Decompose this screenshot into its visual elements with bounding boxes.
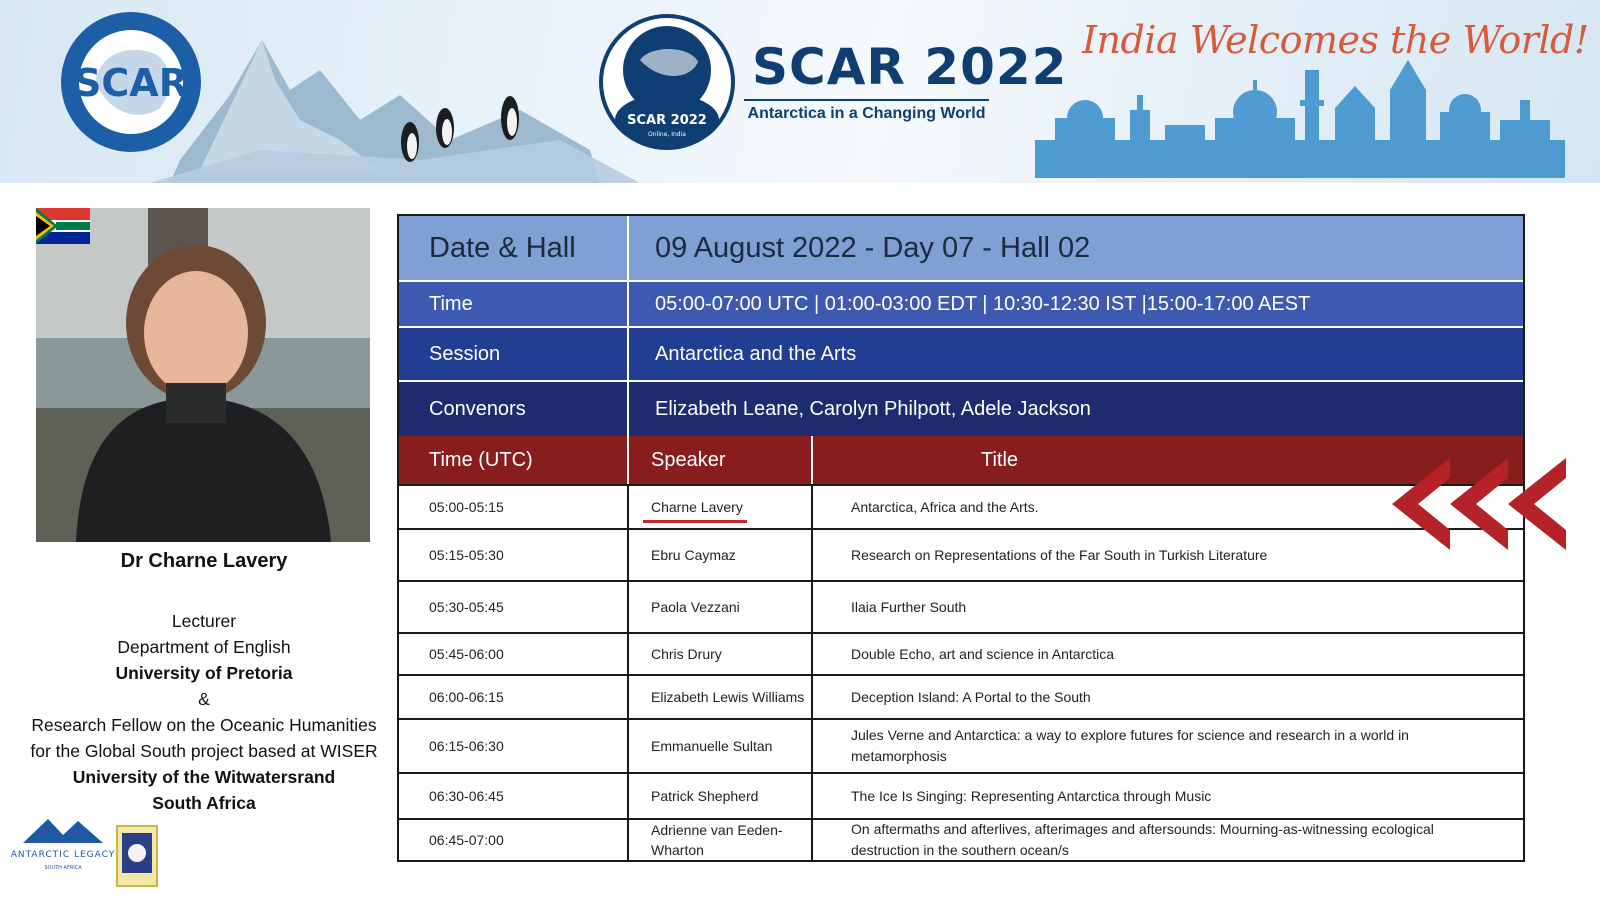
column-header-title: Title: [981, 448, 1019, 471]
row-speaker-name: Charne Lavery: [651, 499, 743, 515]
column-header-time: Time (UTC): [399, 436, 629, 484]
bio-line: Lecturer: [171, 611, 237, 631]
convenors-label: Convenors: [399, 382, 629, 436]
row-speaker: [629, 774, 813, 818]
institution-shield-logo: [116, 825, 158, 887]
row-time: 05:30-05:45: [399, 582, 629, 632]
row-time: 06:00-06:15: [399, 676, 629, 718]
time-value: 05:00-07:00 UTC | 01:00-03:00 EDT | 10:30-12:30 IST |15:00-17:00 AEST: [655, 292, 1311, 315]
row-speaker-name: Adrienne van Eeden-Wharton: [651, 822, 783, 858]
row-title: Double Echo, art and science in Antarctica: [851, 645, 1115, 662]
convenors-row: [399, 380, 1523, 436]
row-title: Research on Representations of the Far South in Turkish Literature: [851, 546, 1268, 563]
row-time: 06:15-06:30: [399, 720, 629, 772]
bio-line: South Africa: [152, 793, 256, 813]
table-row: [399, 718, 1523, 772]
row-time: 06:30-06:45: [399, 774, 629, 818]
bio-line: Department of English: [117, 637, 291, 657]
row-speaker-name: Patrick Shepherd: [651, 788, 759, 804]
column-header-speaker: Speaker: [629, 436, 813, 484]
bio-line: &: [198, 689, 210, 709]
scar-council-logo: [61, 12, 201, 152]
svg-text:SOUTH AFRICA: SOUTH AFRICA: [44, 865, 82, 871]
speaker-name: Dr Charne Lavery: [120, 550, 288, 572]
conference-subtitle: Antarctica in a Changing World: [744, 99, 989, 123]
bio-line: Research Fellow on the Oceanic Humanities: [31, 715, 377, 735]
table-row: [399, 528, 1523, 580]
date-hall-value: 09 August 2022 - Day 07 - Hall 02: [655, 231, 1091, 264]
convenors-value: Elizabeth Leane, Carolyn Philpott, Adele Jackson: [655, 397, 1091, 420]
table-row: [399, 772, 1523, 818]
svg-text:SCAR 2022: SCAR 2022: [627, 113, 707, 128]
time-label: Time: [399, 282, 629, 326]
row-title: Antarctica, Africa and the Arts.: [851, 498, 1039, 515]
row-title: The Ice Is Singing: Representing Antarctica through Music: [851, 787, 1212, 804]
conference-seal-logo: [601, 16, 733, 148]
row-speaker: [629, 820, 813, 860]
row-time: 05:45-06:00: [399, 634, 629, 674]
table-row: [399, 580, 1523, 632]
row-speaker-name: Ebru Caymaz: [651, 547, 736, 563]
antarctic-legacy-logo: [10, 815, 116, 885]
time-row: [399, 280, 1523, 326]
row-speaker-name: Chris Drury: [651, 646, 722, 662]
row-speaker: [629, 676, 813, 718]
south-africa-flag-icon: [36, 208, 90, 244]
svg-text:SCAR: SCAR: [74, 61, 188, 105]
table-row: [399, 632, 1523, 674]
row-title: Deception Island: A Portal to the South: [851, 688, 1091, 705]
conference-banner: [0, 0, 1600, 183]
schedule-table: [397, 214, 1525, 862]
bio-line: University of the Witwatersrand: [72, 767, 336, 787]
date-hall-label: Date & Hall: [399, 216, 629, 280]
bio-line: for the Global South project based at WISER: [30, 741, 378, 761]
column-header-row: [399, 436, 1523, 484]
highlight-arrows-icon: [1392, 458, 1572, 550]
conference-title: SCAR 2022: [752, 38, 1068, 96]
row-title: On aftermaths and afterlives, afterimages and aftersounds: Mourning-as-witnessing ecological destruction in the southern ocean/s: [851, 821, 1434, 858]
row-time: 05:15-05:30: [399, 530, 629, 580]
welcome-slogan: India Welcomes the World!: [1082, 18, 1589, 62]
row-speaker: [629, 486, 813, 528]
row-time: 05:00-05:15: [399, 486, 629, 528]
date-hall-row: [399, 216, 1523, 280]
row-speaker: [629, 634, 813, 674]
table-row: [399, 484, 1523, 528]
row-title: Ilaia Further South: [851, 598, 967, 615]
bio-line: University of Pretoria: [115, 663, 293, 683]
speaker-bio: [0, 608, 408, 816]
svg-text:Online, India: Online, India: [648, 131, 686, 138]
row-speaker-name: Emmanuelle Sultan: [651, 738, 773, 754]
row-speaker: [629, 720, 813, 772]
row-title: Jules Verne and Antarctica: a way to explore futures for science and research in a world in metamorphosis: [851, 727, 1409, 764]
row-speaker-name: Elizabeth Lewis Williams: [651, 689, 805, 705]
row-speaker: [629, 582, 813, 632]
session-label: Session: [399, 328, 629, 380]
schedule-rows: [399, 484, 1523, 860]
speaker-photo: [36, 208, 370, 542]
svg-text:ANTARCTIC LEGACY: ANTARCTIC LEGACY: [10, 850, 116, 860]
row-speaker: [629, 530, 813, 580]
session-value: Antarctica and the Arts: [655, 342, 857, 365]
table-row: [399, 818, 1523, 860]
india-skyline-illustration: [1035, 60, 1565, 178]
session-row: [399, 326, 1523, 380]
row-time: 06:45-07:00: [399, 820, 629, 860]
row-speaker-name: Paola Vezzani: [651, 599, 740, 615]
table-row: [399, 674, 1523, 718]
